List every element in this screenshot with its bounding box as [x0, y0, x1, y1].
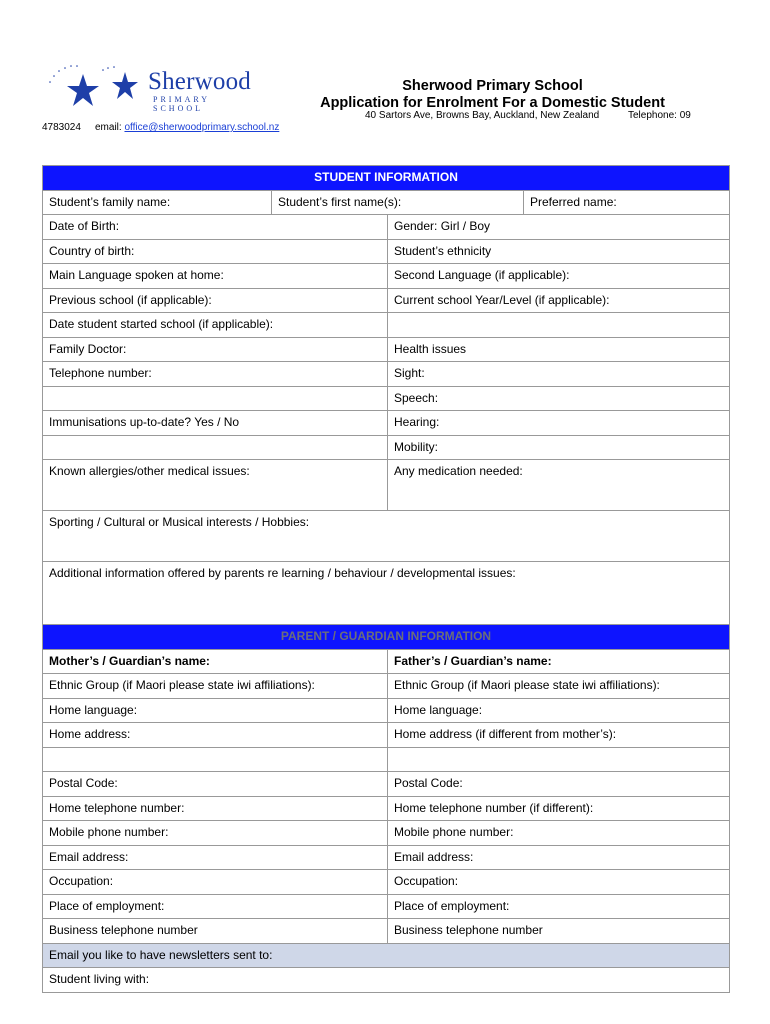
- health-issues-label: Health issues: [387, 338, 729, 362]
- speech-field[interactable]: Speech:: [387, 387, 729, 411]
- previous-school-field[interactable]: Previous school (if applicable):: [49, 292, 212, 307]
- mother-home-phone-field[interactable]: Home telephone number:: [49, 800, 185, 815]
- father-home-phone-field[interactable]: Home telephone number (if different):: [387, 797, 729, 821]
- school-email-row: [95, 122, 279, 133]
- mother-name-field[interactable]: Mother’s / Guardian’s name:: [49, 653, 210, 668]
- mother-ethnic-group-field[interactable]: Ethnic Group (if Maori please state iwi affiliations):: [49, 678, 315, 692]
- additional-info-field[interactable]: Additional information offered by parents re learning / behaviour / developmental issues:: [49, 566, 516, 580]
- form-row: [43, 674, 729, 699]
- mother-occupation-field[interactable]: Occupation:: [49, 874, 114, 888]
- form-row: [43, 562, 729, 625]
- second-language-field[interactable]: Second Language (if applicable):: [387, 264, 729, 288]
- blank-cell[interactable]: [387, 748, 729, 772]
- blank-cell[interactable]: [43, 748, 387, 772]
- form-row: [43, 699, 729, 724]
- father-ethnic-group-field[interactable]: Ethnic Group (if Maori please state iwi affiliations):: [387, 674, 729, 698]
- form-row: [43, 387, 729, 412]
- mother-home-language-field[interactable]: Home language:: [49, 702, 138, 717]
- medication-field[interactable]: Any medication needed:: [387, 460, 729, 510]
- dob-field[interactable]: Date of Birth:: [49, 219, 120, 233]
- date-started-field[interactable]: Date student started school (if applicable):: [49, 317, 274, 331]
- form-row: [43, 511, 729, 562]
- gender-field[interactable]: Gender: Girl / Boy: [387, 215, 729, 239]
- interests-field[interactable]: Sporting / Cultural or Musical interests / Hobbies:: [49, 515, 310, 529]
- ethnicity-field[interactable]: Student’s ethnicity: [387, 240, 729, 264]
- form-title: Application for Enrolment For a Domestic Student: [320, 95, 665, 111]
- school-telephone-cont: 4783024: [42, 122, 81, 133]
- father-email-field[interactable]: Email address:: [387, 846, 729, 870]
- form-row: [43, 215, 729, 240]
- star-figures-icon: [45, 62, 145, 112]
- father-postal-code-field[interactable]: Postal Code:: [387, 772, 729, 796]
- form-row: [43, 240, 729, 265]
- page-title: [300, 78, 685, 112]
- mother-email-field[interactable]: Email address:: [49, 849, 129, 864]
- form-row: [43, 723, 729, 748]
- allergies-field[interactable]: Known allergies/other medical issues:: [49, 464, 250, 478]
- student-section-header-row: [43, 166, 729, 191]
- family-doctor-field[interactable]: Family Doctor:: [49, 341, 127, 356]
- form-row: [43, 264, 729, 289]
- school-email-link[interactable]: office@sherwoodprimary.school.nz: [124, 122, 280, 133]
- parent-section-header-row: [43, 625, 729, 650]
- preferred-name-field[interactable]: Preferred name:: [523, 191, 729, 215]
- form-row: [43, 919, 729, 944]
- mother-mobile-field[interactable]: Mobile phone number:: [49, 825, 169, 839]
- mother-employment-field[interactable]: Place of employment:: [49, 898, 165, 913]
- form-row: [43, 191, 729, 216]
- hearing-field[interactable]: Hearing:: [387, 411, 729, 435]
- form-row: [43, 650, 729, 675]
- form-row: [43, 460, 729, 511]
- parent-section-header: PARENT / GUARDIAN INFORMATION: [43, 625, 729, 649]
- father-name-field[interactable]: Father’s / Guardian’s name:: [387, 650, 729, 674]
- first-names-field[interactable]: Student’s first name(s):: [271, 191, 523, 215]
- form-row: [43, 289, 729, 314]
- blank-cell[interactable]: [43, 436, 387, 460]
- school-name: Sherwood Primary School: [402, 78, 583, 94]
- form-row: [43, 821, 729, 846]
- mother-postal-code-field[interactable]: Postal Code:: [49, 776, 118, 790]
- form-row: [43, 870, 729, 895]
- living-with-field[interactable]: Student living with:: [49, 972, 150, 986]
- father-mobile-field[interactable]: Mobile phone number:: [387, 821, 729, 845]
- mobility-field[interactable]: Mobility:: [387, 436, 729, 460]
- logo-subtitle: PRIMARY SCHOOL: [153, 95, 210, 113]
- family-name-field[interactable]: Student’s family name:: [49, 194, 171, 209]
- father-home-address-field[interactable]: Home address (if different from mother’s):: [387, 723, 729, 747]
- father-employment-field[interactable]: Place of employment:: [387, 895, 729, 919]
- enrolment-form: [42, 165, 730, 993]
- newsletter-email-field[interactable]: Email you like to have newsletters sent to:: [43, 944, 729, 968]
- email-label: email:: [95, 122, 122, 133]
- country-of-birth-field[interactable]: Country of birth:: [49, 243, 135, 258]
- form-row: [43, 895, 729, 920]
- immunisations-field[interactable]: Immunisations up-to-date? Yes / No: [49, 415, 240, 429]
- blank-cell[interactable]: [43, 387, 387, 411]
- form-row: [43, 797, 729, 822]
- mother-home-address-field[interactable]: Home address:: [49, 727, 131, 741]
- blank-cell[interactable]: [387, 313, 729, 337]
- form-row: [43, 313, 729, 338]
- telephone-field[interactable]: Telephone number:: [49, 366, 152, 380]
- form-row: [43, 772, 729, 797]
- school-address: 40 Sartors Ave, Browns Bay, Auckland, New Zealand: [365, 110, 600, 121]
- student-section-header: STUDENT INFORMATION: [43, 166, 729, 190]
- form-row: [43, 436, 729, 461]
- father-business-phone-field[interactable]: Business telephone number: [387, 919, 729, 943]
- main-language-field[interactable]: Main Language spoken at home:: [49, 268, 224, 282]
- sight-field[interactable]: Sight:: [387, 362, 729, 386]
- form-row: [43, 362, 729, 387]
- form-row: [43, 411, 729, 436]
- current-year-field[interactable]: Current school Year/Level (if applicable):: [387, 289, 729, 313]
- form-row: [43, 944, 729, 969]
- mother-business-phone-field[interactable]: Business telephone number: [49, 923, 198, 937]
- father-occupation-field[interactable]: Occupation:: [387, 870, 729, 894]
- form-row: [43, 968, 729, 993]
- form-row: [43, 748, 729, 773]
- form-row: [43, 338, 729, 363]
- logo-wordmark: Sherwood: [148, 68, 251, 95]
- school-logo: [45, 62, 260, 112]
- form-row: [43, 846, 729, 871]
- father-home-language-field[interactable]: Home language:: [387, 699, 729, 723]
- school-telephone: Telephone: 09: [628, 110, 691, 121]
